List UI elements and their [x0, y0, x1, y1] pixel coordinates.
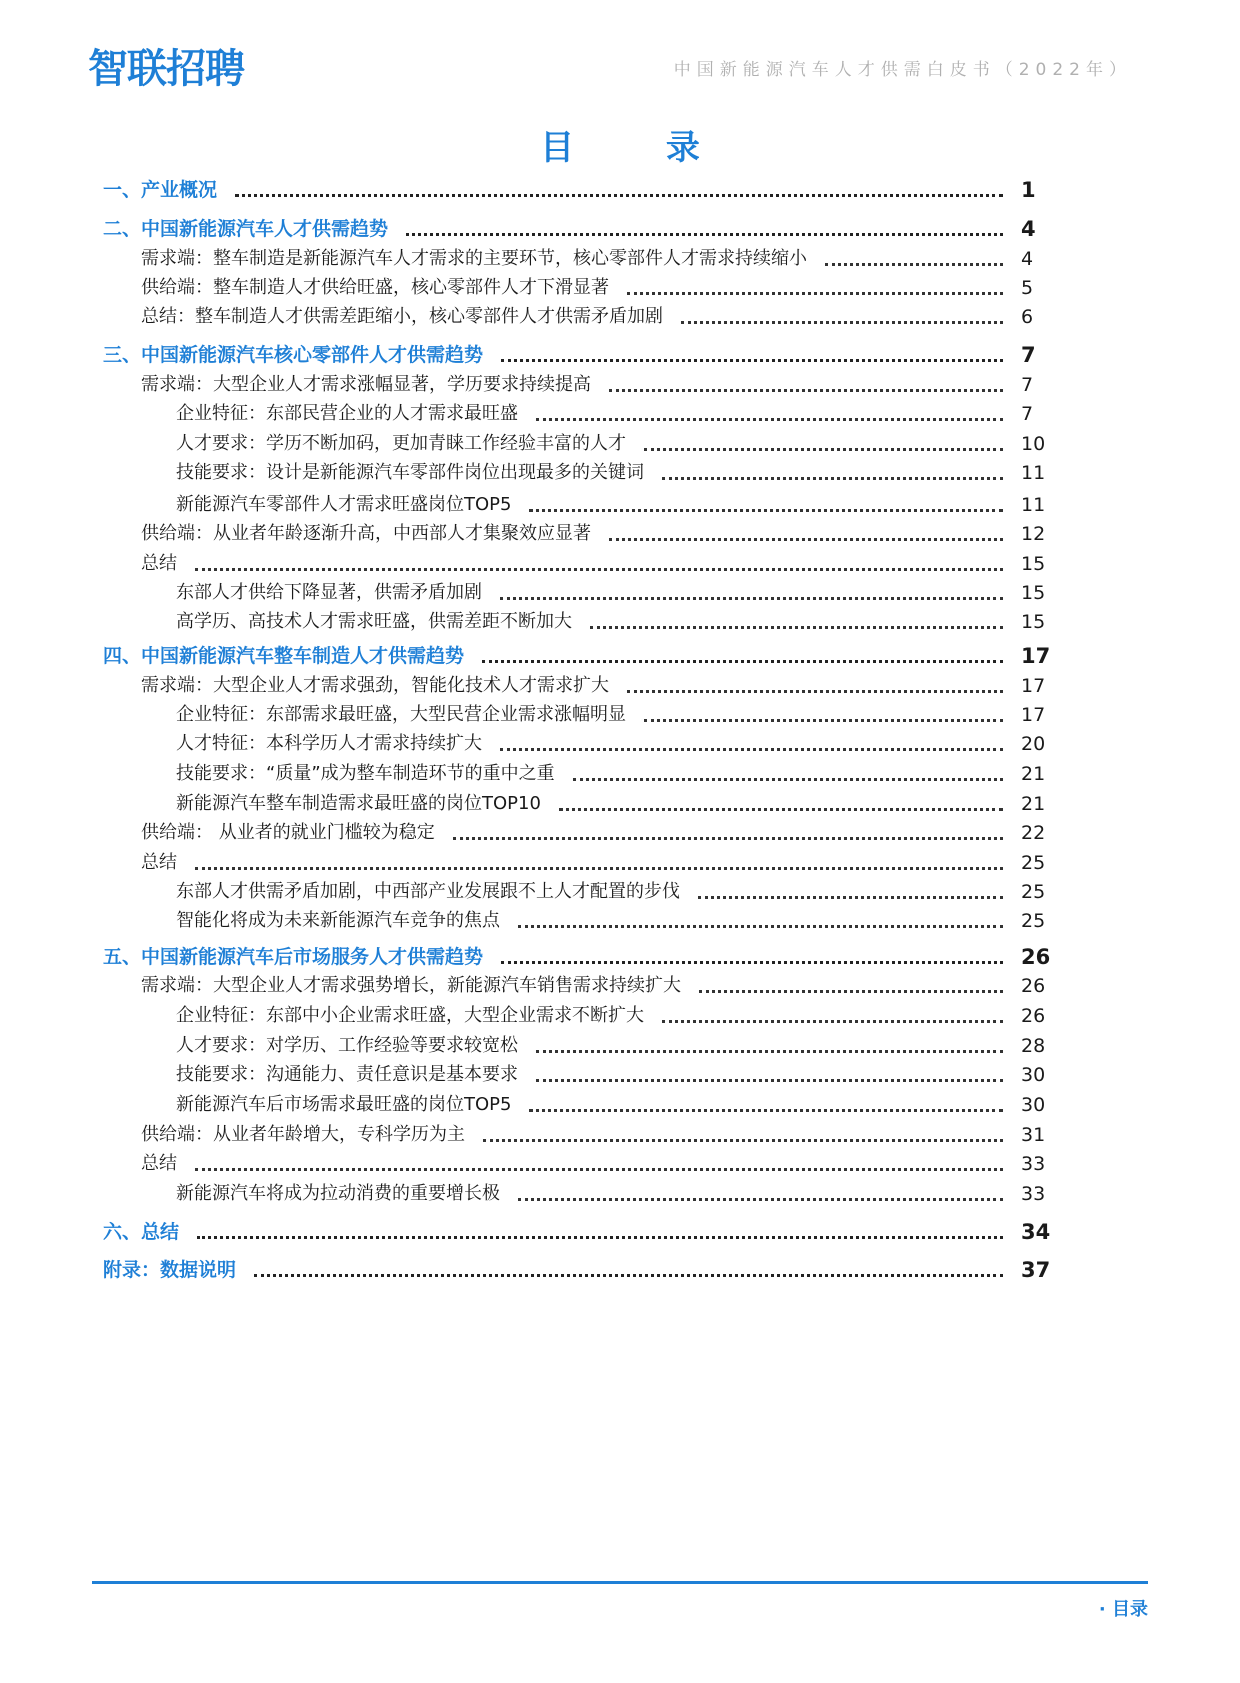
toc-entry[interactable]: [0, 844, 1240, 876]
toc-entry-label: 新能源汽车后市场需求最旺盛的岗位TOP5: [176, 1094, 512, 1115]
toc-page-number: 1: [1021, 178, 1036, 202]
toc-entry-label: 新能源汽车将成为拉动消费的重要增长极: [176, 1183, 500, 1204]
toc-leader-dots: [406, 233, 1003, 236]
toc-page-number: 25: [1021, 910, 1046, 932]
toc-page-number: 31: [1021, 1124, 1046, 1146]
toc-leader-dots: [195, 1168, 1003, 1171]
toc-leader-dots: [559, 808, 1003, 811]
toc-page-number: 7: [1021, 343, 1036, 367]
toc-page-number: 20: [1021, 733, 1046, 755]
toc-page-number: 15: [1021, 611, 1046, 633]
toc-entry-label: 新能源汽车整车制造需求最旺盛的岗位TOP10: [176, 793, 541, 814]
toc-entry-label: 技能要求：沟通能力、责任意识是基本要求: [176, 1064, 518, 1085]
toc-entry-label: 总结: [141, 852, 177, 873]
toc-leader-dots: [699, 990, 1003, 993]
toc-page-number: 10: [1021, 433, 1046, 455]
toc-leader-dots: [590, 626, 1003, 629]
toc-leader-dots: [698, 896, 1003, 899]
toc-page-number: 26: [1021, 945, 1051, 969]
toc-leader-dots: [662, 1020, 1003, 1023]
toc-leader-dots: [501, 961, 1003, 964]
page-title: 目 录: [540, 128, 740, 168]
toc-page-number: 15: [1021, 582, 1046, 604]
toc-page-number: 30: [1021, 1094, 1046, 1116]
toc-entry[interactable]: [0, 1213, 1240, 1245]
toc-entry-label: 企业特征：东部中小企业需求旺盛，大型企业需求不断扩大: [176, 1005, 644, 1026]
toc-entry-label: 人才要求：对学历、工作经验等要求较宽松: [176, 1035, 518, 1056]
toc-leader-dots: [536, 418, 1003, 421]
toc-entry-label: 人才特征：本科学历人才需求持续扩大: [176, 733, 482, 754]
toc-entry[interactable]: [0, 603, 1240, 635]
toc-leader-dots: [644, 719, 1003, 722]
toc-page-number: 11: [1021, 462, 1046, 484]
toc-entry[interactable]: [0, 425, 1240, 457]
toc-entry[interactable]: [0, 545, 1240, 577]
toc-leader-dots: [235, 194, 1003, 197]
toc-entry-label: 四、中国新能源汽车整车制造人才供需趋势: [103, 645, 465, 667]
toc-leader-dots: [825, 263, 1003, 266]
toc-page-number: 7: [1021, 374, 1034, 396]
toc-entry[interactable]: [0, 171, 1240, 203]
toc-entry[interactable]: [0, 574, 1240, 606]
toc-entry[interactable]: [0, 269, 1240, 301]
toc-leader-dots: [681, 321, 1003, 324]
toc-entry[interactable]: [0, 667, 1240, 699]
toc-leader-dots: [453, 837, 1003, 840]
toc-entry[interactable]: [0, 1086, 1240, 1118]
toc-leader-dots: [627, 690, 1003, 693]
toc-entry-label: 高学历、高技术人才需求旺盛，供需差距不断加大: [176, 611, 572, 632]
footer-divider: [92, 1581, 1148, 1584]
toc-page-number: 11: [1021, 494, 1046, 516]
toc-entry[interactable]: [0, 637, 1240, 669]
toc-page-number: 4: [1021, 217, 1036, 241]
toc-entry[interactable]: [0, 1175, 1240, 1207]
toc-entry[interactable]: [0, 395, 1240, 427]
toc-entry[interactable]: [0, 1145, 1240, 1177]
document-title: 中国新能源汽车人才供需白皮书（2022年）: [673, 60, 1132, 80]
toc-page-number: 28: [1021, 1035, 1046, 1057]
toc-entry[interactable]: [0, 515, 1240, 547]
toc-leader-dots: [529, 1109, 1003, 1112]
toc-entry[interactable]: [0, 938, 1240, 970]
toc-leader-dots: [483, 1139, 1003, 1142]
toc-entry[interactable]: [0, 785, 1240, 817]
toc-entry[interactable]: [0, 755, 1240, 787]
toc-entry[interactable]: [0, 366, 1240, 398]
toc-leader-dots: [500, 748, 1003, 751]
toc-page-number: 17: [1021, 704, 1046, 726]
toc-entry[interactable]: [0, 873, 1240, 905]
toc-entry-label: 总结: [141, 553, 177, 574]
toc-entry-label: 二、中国新能源汽车人才供需趋势: [103, 218, 389, 240]
toc-entry-label: 企业特征：东部民营企业的人才需求最旺盛: [176, 403, 518, 424]
toc-leader-dots: [500, 597, 1003, 600]
toc-leader-dots: [573, 778, 1003, 781]
toc-leader-dots: [662, 477, 1003, 480]
toc-entry[interactable]: [0, 725, 1240, 757]
toc-entry-label: 总结: [141, 1153, 177, 1174]
toc-leader-dots: [482, 660, 1003, 663]
toc-leader-dots: [644, 448, 1003, 451]
toc-page-number: 33: [1021, 1183, 1046, 1205]
toc-entry-label: 附录：数据说明: [103, 1259, 237, 1281]
toc-leader-dots: [195, 568, 1003, 571]
toc-leader-dots: [254, 1274, 1003, 1277]
toc-entry-label: 需求端：大型企业人才需求强劲，智能化技术人才需求扩大: [141, 675, 609, 696]
toc-page-number: 26: [1021, 975, 1046, 997]
toc-entry-label: 需求端：大型企业人才需求强势增长，新能源汽车销售需求持续扩大: [141, 975, 681, 996]
toc-entry-label: 东部人才供需矛盾加剧，中西部产业发展跟不上人才配置的步伐: [176, 881, 680, 902]
toc-page-number: 21: [1021, 793, 1046, 815]
toc-entry-label: 六、总结: [103, 1221, 180, 1243]
toc-entry-label: 智能化将成为未来新能源汽车竞争的焦点: [176, 910, 500, 931]
toc-entry-label: 供给端：整车制造人才供给旺盛，核心零部件人才下滑显著: [141, 277, 609, 298]
toc-entry[interactable]: [0, 1027, 1240, 1059]
toc-page-number: 17: [1021, 675, 1046, 697]
toc-leader-dots: [197, 1236, 1003, 1239]
toc-entry-label: 供给端：从业者年龄增大，专科学历为主: [141, 1124, 465, 1145]
toc-entry[interactable]: [0, 1056, 1240, 1088]
toc-entry-label: 新能源汽车零部件人才需求旺盛岗位TOP5: [176, 494, 512, 515]
toc-entry-label: 人才要求：学历不断加码，更加青睐工作经验丰富的人才: [176, 433, 626, 454]
toc-entry[interactable]: [0, 210, 1240, 242]
toc-page-number: 22: [1021, 822, 1046, 844]
toc-entry-label: 三、中国新能源汽车核心零部件人才供需趋势: [103, 344, 484, 366]
toc-entry[interactable]: [0, 336, 1240, 368]
toc-leader-dots: [536, 1050, 1003, 1053]
toc-entry-label: 供给端： 从业者的就业门槛较为稳定: [141, 822, 435, 843]
toc-page-number: 33: [1021, 1153, 1046, 1175]
toc-page-number: 17: [1021, 644, 1051, 668]
toc-page-number: 25: [1021, 852, 1046, 874]
toc-entry[interactable]: [0, 298, 1240, 330]
toc-leader-dots: [609, 538, 1003, 541]
toc-page-number: 4: [1021, 248, 1034, 270]
toc-entry[interactable]: [0, 486, 1240, 518]
toc-page-number: 15: [1021, 553, 1046, 575]
toc-leader-dots: [195, 867, 1003, 870]
toc-entry-label: 总结：整车制造人才供需差距缩小，核心零部件人才供需矛盾加剧: [141, 306, 663, 327]
toc-entry-label: 技能要求：设计是新能源汽车零部件岗位出现最多的关键词: [176, 462, 644, 483]
toc-leader-dots: [501, 359, 1003, 362]
toc-entry[interactable]: [0, 902, 1240, 934]
toc-entry-label: 供给端：从业者年龄逐渐升高，中西部人才集聚效应显著: [141, 523, 591, 544]
toc-entry[interactable]: [0, 454, 1240, 486]
toc-entry-label: 一、产业概况: [103, 179, 218, 201]
toc-entry[interactable]: [0, 1116, 1240, 1148]
toc-page-number: 6: [1021, 306, 1034, 328]
toc-page-number: 12: [1021, 523, 1046, 545]
toc-entry[interactable]: [0, 967, 1240, 999]
toc-entry[interactable]: [0, 1251, 1240, 1283]
toc-leader-dots: [518, 1198, 1003, 1201]
toc-entry-label: 企业特征：东部需求最旺盛，大型民营企业需求涨幅明显: [176, 704, 626, 725]
footer-section-label: · 目录: [1098, 1599, 1148, 1620]
toc-entry-label: 东部人才供给下降显著，供需矛盾加剧: [176, 582, 482, 603]
toc-leader-dots: [536, 1079, 1003, 1082]
toc-page-number: 30: [1021, 1064, 1046, 1086]
toc-page-number: 25: [1021, 881, 1046, 903]
toc-page-number: 21: [1021, 763, 1046, 785]
toc-page-number: 7: [1021, 403, 1034, 425]
toc-page-number: 5: [1021, 277, 1034, 299]
toc-page-number: 37: [1021, 1258, 1051, 1282]
toc-entry[interactable]: [0, 696, 1240, 728]
toc-entry[interactable]: [0, 997, 1240, 1029]
toc-entry-label: 需求端：整车制造是新能源汽车人才需求的主要环节，核心零部件人才需求持续缩小: [141, 248, 807, 269]
toc-entry[interactable]: [0, 814, 1240, 846]
toc-entry-label: 五、中国新能源汽车后市场服务人才供需趋势: [103, 946, 484, 968]
toc-page-number: 26: [1021, 1005, 1046, 1027]
zhaopin-logo: 智联招聘: [88, 46, 244, 92]
toc-entry-label: 技能要求：“质量”成为整车制造环节的重中之重: [176, 763, 555, 784]
toc-entry[interactable]: [0, 240, 1240, 272]
toc-leader-dots: [609, 389, 1003, 392]
toc-leader-dots: [627, 292, 1003, 295]
toc-leader-dots: [529, 509, 1003, 512]
toc-page-number: 34: [1021, 1220, 1051, 1244]
toc-entry-label: 需求端：大型企业人才需求涨幅显著，学历要求持续提高: [141, 374, 591, 395]
toc-leader-dots: [518, 925, 1003, 928]
